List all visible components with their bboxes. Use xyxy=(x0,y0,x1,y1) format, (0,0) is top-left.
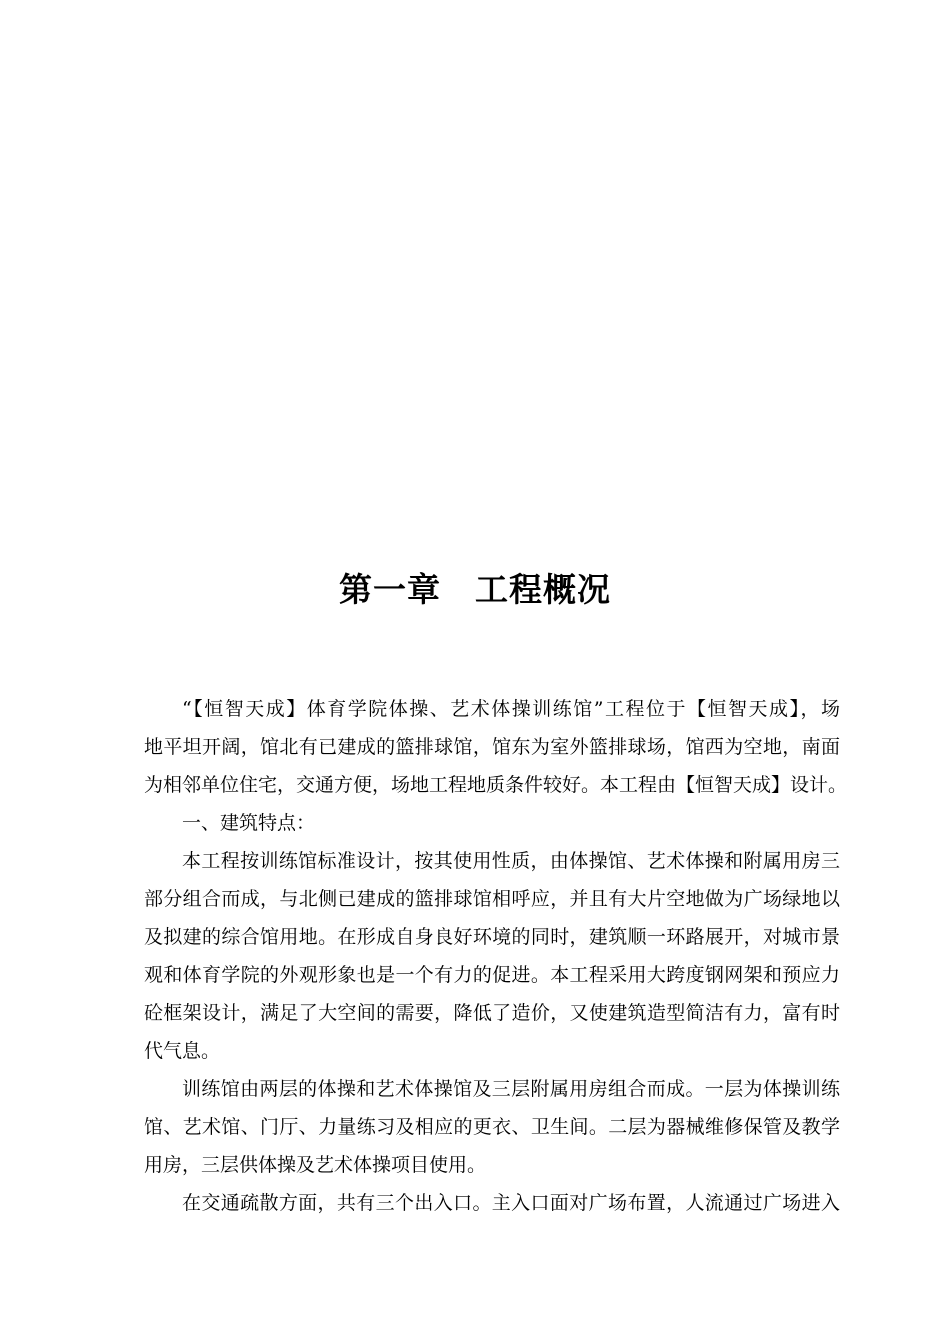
paragraph-line: 在交通疏散方面，共有三个出入口。主入口面对广场布置，人流通过广场进入 xyxy=(182,1192,840,1214)
paragraph-line: 为相邻单位住宅，交通方便，场地工程地质条件较好。本工程由【恒智天成】设计。 xyxy=(144,774,848,796)
paragraph-line: 本工程按训练馆标准设计，按其使用性质，由体操馆、艺术体操和附属用房三 xyxy=(182,850,840,872)
body-text xyxy=(144,690,848,1222)
paragraph-line: 部分组合而成，与北侧已建成的篮排球馆相呼应，并且有大片空地做为广场绿地以 xyxy=(144,888,840,910)
paragraph-line: 观和体育学院的外观形象也是一个有力的促进。本工程采用大跨度钢网架和预应力 xyxy=(144,964,840,986)
paragraph-line: 代气息。 xyxy=(144,1040,221,1062)
paragraph-line: 地平坦开阔，馆北有已建成的篮排球馆，馆东为室外篮排球场，馆西为空地，南面 xyxy=(144,736,840,758)
paragraph-line: “【恒智天成】体育学院体操、艺术体操训练馆”工程位于【恒智天成】，场 xyxy=(182,698,840,720)
paragraph-line: 砼框架设计，满足了大空间的需要，降低了造价，又使建筑造型简洁有力，富有时 xyxy=(144,1002,840,1024)
paragraph-line: 馆、艺术馆、门厅、力量练习及相应的更衣、卫生间。二层为器械维修保管及教学 xyxy=(144,1116,840,1138)
paragraph-line: 训练馆由两层的体操和艺术体操馆及三层附属用房组合而成。一层为体操训练 xyxy=(182,1078,840,1100)
paragraph-line: 用房，三层供体操及艺术体操项目使用。 xyxy=(144,1154,487,1176)
paragraph-line: 及拟建的综合馆用地。在形成自身良好环境的同时，建筑顺一环路展开，对城市景 xyxy=(144,926,840,948)
section-heading: 一、建筑特点： xyxy=(182,812,316,834)
chapter-title: 第一章 工程概况 xyxy=(339,570,611,609)
